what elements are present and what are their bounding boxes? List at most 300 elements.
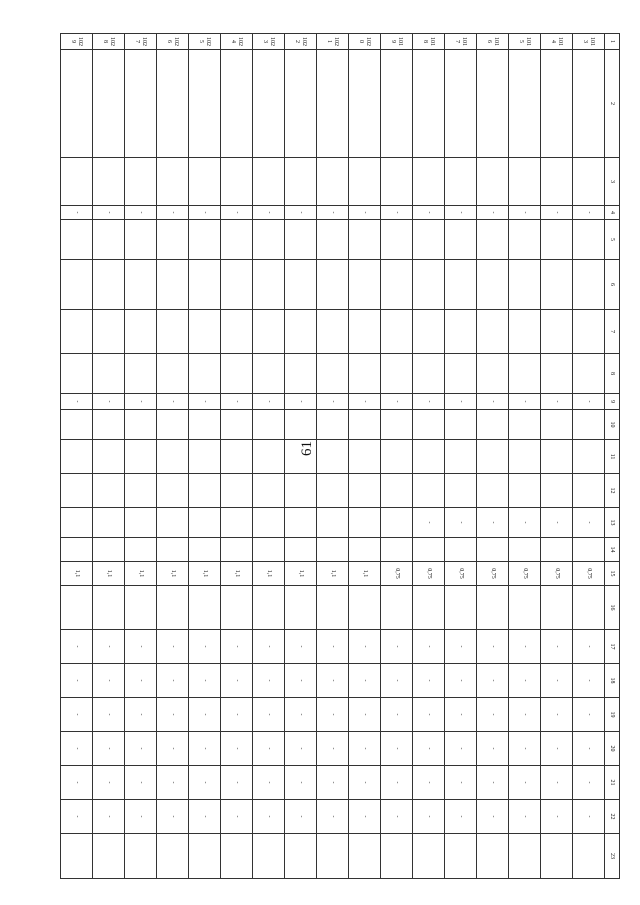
cell-col-21: - (413, 766, 445, 800)
cell-col-3 (413, 158, 445, 206)
table-row (317, 34, 349, 879)
table-row (61, 34, 93, 879)
cell-col-11 (445, 440, 477, 474)
cell-col-15: 0,75 (541, 562, 573, 586)
cell-col-5 (541, 220, 573, 260)
cell-col-9: - (509, 394, 541, 410)
cell-col-16 (573, 586, 605, 630)
cell-col-3 (61, 158, 93, 206)
col-header: 1 (605, 34, 620, 50)
cell-col-2 (541, 50, 573, 158)
cell-col-7 (541, 310, 573, 354)
cell-col-18: - (445, 664, 477, 698)
cell-col-6 (349, 260, 381, 310)
cell-col-14 (445, 538, 477, 562)
cell-col-16 (381, 586, 413, 630)
cell-col-13 (317, 508, 349, 538)
cell-col-21: - (573, 766, 605, 800)
cell-col-18: - (509, 664, 541, 698)
cell-col-18: - (381, 664, 413, 698)
col-header: 7 (605, 310, 620, 354)
cell-col-22: - (541, 800, 573, 834)
col-header: 14 (605, 538, 620, 562)
table-row (381, 34, 413, 879)
cell-col-11 (509, 440, 541, 474)
cell-col-23 (221, 834, 253, 879)
cell-col-16 (61, 586, 93, 630)
cell-col-1: 1025 (189, 34, 221, 50)
cell-col-22: - (125, 800, 157, 834)
cell-col-1: 1013 (573, 34, 605, 50)
cell-col-17: - (189, 630, 221, 664)
cell-col-15: 1,1 (317, 562, 349, 586)
cell-col-1: 1024 (221, 34, 253, 50)
col-header: 8 (605, 354, 620, 394)
cell-col-3 (285, 158, 317, 206)
cell-col-22: - (573, 800, 605, 834)
table-row (221, 34, 253, 879)
cell-col-14 (125, 538, 157, 562)
cell-col-8 (189, 354, 221, 394)
cell-col-11 (573, 440, 605, 474)
cell-col-20: - (477, 732, 509, 766)
cell-col-8 (285, 354, 317, 394)
cell-col-16 (189, 586, 221, 630)
cell-col-2 (381, 50, 413, 158)
cell-col-5 (61, 220, 93, 260)
cell-col-20: - (221, 732, 253, 766)
cell-col-23 (573, 834, 605, 879)
cell-col-18: - (61, 664, 93, 698)
cell-col-17: - (573, 630, 605, 664)
cell-col-8 (573, 354, 605, 394)
table-row (253, 34, 285, 879)
col-header: 20 (605, 732, 620, 766)
cell-col-8 (253, 354, 285, 394)
table-row (285, 34, 317, 879)
cell-col-13 (93, 508, 125, 538)
cell-col-9: - (317, 394, 349, 410)
col-header: 12 (605, 474, 620, 508)
cell-col-12 (445, 474, 477, 508)
cell-col-23 (93, 834, 125, 879)
cell-col-10 (285, 410, 317, 440)
cell-col-12 (349, 474, 381, 508)
cell-col-6 (157, 260, 189, 310)
cell-col-22: - (509, 800, 541, 834)
cell-col-13 (253, 508, 285, 538)
cell-col-23 (509, 834, 541, 879)
cell-col-16 (317, 586, 349, 630)
cell-col-9: - (573, 394, 605, 410)
cell-col-21: - (221, 766, 253, 800)
cell-col-12 (541, 474, 573, 508)
cell-col-9: - (541, 394, 573, 410)
cell-col-1: 1026 (157, 34, 189, 50)
cell-col-16 (541, 586, 573, 630)
register-table (60, 33, 620, 879)
cell-col-20: - (541, 732, 573, 766)
cell-col-17: - (157, 630, 189, 664)
cell-col-23 (445, 834, 477, 879)
cell-col-2 (477, 50, 509, 158)
cell-col-6 (61, 260, 93, 310)
cell-col-7 (381, 310, 413, 354)
cell-col-16 (125, 586, 157, 630)
cell-col-23 (477, 834, 509, 879)
cell-col-20: - (157, 732, 189, 766)
cell-col-13 (221, 508, 253, 538)
cell-col-4: - (477, 206, 509, 220)
cell-col-19: - (509, 698, 541, 732)
cell-col-22: - (445, 800, 477, 834)
cell-col-22: - (93, 800, 125, 834)
cell-col-17: - (381, 630, 413, 664)
cell-col-1: 1021 (317, 34, 349, 50)
cell-col-13 (125, 508, 157, 538)
cell-col-5 (253, 220, 285, 260)
cell-col-17: - (93, 630, 125, 664)
cell-col-22: - (381, 800, 413, 834)
cell-col-15: 1,1 (189, 562, 221, 586)
cell-col-14 (381, 538, 413, 562)
cell-col-12 (413, 474, 445, 508)
cell-col-11 (93, 440, 125, 474)
cell-col-15: 0,75 (509, 562, 541, 586)
cell-col-5 (509, 220, 541, 260)
cell-col-21: - (317, 766, 349, 800)
cell-col-4: - (93, 206, 125, 220)
cell-col-15: 0,75 (381, 562, 413, 586)
page-number: 61 (299, 441, 315, 456)
cell-col-2 (189, 50, 221, 158)
cell-col-11 (381, 440, 413, 474)
cell-col-3 (541, 158, 573, 206)
cell-col-8 (413, 354, 445, 394)
cell-col-13: - (413, 508, 445, 538)
cell-col-9: - (253, 394, 285, 410)
cell-col-14 (413, 538, 445, 562)
cell-col-3 (381, 158, 413, 206)
cell-col-6 (285, 260, 317, 310)
cell-col-15: 0,75 (445, 562, 477, 586)
cell-col-17: - (317, 630, 349, 664)
cell-col-9: - (381, 394, 413, 410)
cell-col-19: - (61, 698, 93, 732)
cell-col-21: - (157, 766, 189, 800)
cell-col-20: - (285, 732, 317, 766)
table-row (189, 34, 221, 879)
cell-col-16 (445, 586, 477, 630)
cell-col-18: - (285, 664, 317, 698)
cell-col-18: - (477, 664, 509, 698)
cell-col-21: - (445, 766, 477, 800)
cell-col-2 (413, 50, 445, 158)
cell-col-15: 1,1 (157, 562, 189, 586)
cell-col-6 (93, 260, 125, 310)
cell-col-3 (253, 158, 285, 206)
cell-col-8 (541, 354, 573, 394)
col-header: 23 (605, 834, 620, 879)
cell-col-19: - (93, 698, 125, 732)
cell-col-22: - (413, 800, 445, 834)
cell-col-18: - (573, 664, 605, 698)
cell-col-13 (189, 508, 221, 538)
cell-col-10 (189, 410, 221, 440)
col-header: 2 (605, 50, 620, 158)
cell-col-4: - (573, 206, 605, 220)
cell-col-13: - (573, 508, 605, 538)
cell-col-2 (93, 50, 125, 158)
cell-col-10 (509, 410, 541, 440)
cell-col-16 (349, 586, 381, 630)
cell-col-12 (189, 474, 221, 508)
cell-col-11 (541, 440, 573, 474)
cell-col-4: - (189, 206, 221, 220)
cell-col-15: 1,1 (253, 562, 285, 586)
cell-col-9: - (445, 394, 477, 410)
table-row (157, 34, 189, 879)
cell-col-20: - (317, 732, 349, 766)
cell-col-20: - (445, 732, 477, 766)
cell-col-20: - (125, 732, 157, 766)
cell-col-11 (221, 440, 253, 474)
col-header: 16 (605, 586, 620, 630)
cell-col-9: - (285, 394, 317, 410)
cell-col-14 (157, 538, 189, 562)
cell-col-7 (509, 310, 541, 354)
cell-col-2 (157, 50, 189, 158)
cell-col-12 (125, 474, 157, 508)
cell-col-12 (221, 474, 253, 508)
cell-col-18: - (541, 664, 573, 698)
cell-col-6 (509, 260, 541, 310)
cell-col-18: - (413, 664, 445, 698)
cell-col-12 (573, 474, 605, 508)
cell-col-10 (477, 410, 509, 440)
cell-col-20: - (413, 732, 445, 766)
cell-col-16 (285, 586, 317, 630)
cell-col-23 (541, 834, 573, 879)
cell-col-14 (349, 538, 381, 562)
cell-col-3 (317, 158, 349, 206)
cell-col-19: - (413, 698, 445, 732)
cell-col-3 (189, 158, 221, 206)
cell-col-4: - (445, 206, 477, 220)
cell-col-8 (125, 354, 157, 394)
cell-col-11 (477, 440, 509, 474)
cell-col-7 (349, 310, 381, 354)
cell-col-22: - (221, 800, 253, 834)
cell-col-23 (349, 834, 381, 879)
cell-col-3 (93, 158, 125, 206)
cell-col-7 (445, 310, 477, 354)
col-header: 6 (605, 260, 620, 310)
cell-col-16 (509, 586, 541, 630)
cell-col-17: - (445, 630, 477, 664)
cell-col-19: - (381, 698, 413, 732)
cell-col-5 (477, 220, 509, 260)
cell-col-7 (157, 310, 189, 354)
cell-col-12 (509, 474, 541, 508)
cell-col-14 (253, 538, 285, 562)
cell-col-6 (125, 260, 157, 310)
cell-col-6 (189, 260, 221, 310)
cell-col-19: - (317, 698, 349, 732)
cell-col-16 (93, 586, 125, 630)
col-header: 21 (605, 766, 620, 800)
cell-col-1: 1017 (445, 34, 477, 50)
cell-col-8 (349, 354, 381, 394)
cell-col-18: - (93, 664, 125, 698)
cell-col-16 (221, 586, 253, 630)
col-header: 10 (605, 410, 620, 440)
cell-col-5 (93, 220, 125, 260)
cell-col-8 (509, 354, 541, 394)
cell-col-11 (253, 440, 285, 474)
col-header: 22 (605, 800, 620, 834)
cell-col-8 (93, 354, 125, 394)
cell-col-17: - (253, 630, 285, 664)
cell-col-15: 0,75 (477, 562, 509, 586)
cell-col-21: - (61, 766, 93, 800)
cell-col-5 (445, 220, 477, 260)
cell-col-23 (253, 834, 285, 879)
cell-col-21: - (477, 766, 509, 800)
cell-col-23 (285, 834, 317, 879)
cell-col-3 (445, 158, 477, 206)
cell-col-4: - (541, 206, 573, 220)
cell-col-18: - (189, 664, 221, 698)
cell-col-14 (573, 538, 605, 562)
cell-col-22: - (285, 800, 317, 834)
cell-col-12 (317, 474, 349, 508)
cell-col-9: - (189, 394, 221, 410)
cell-col-13: - (445, 508, 477, 538)
cell-col-5 (157, 220, 189, 260)
cell-col-8 (477, 354, 509, 394)
cell-col-20: - (61, 732, 93, 766)
cell-col-10 (61, 410, 93, 440)
cell-col-5 (189, 220, 221, 260)
cell-col-21: - (349, 766, 381, 800)
cell-col-23 (189, 834, 221, 879)
cell-col-13 (381, 508, 413, 538)
cell-col-22: - (349, 800, 381, 834)
cell-col-9: - (93, 394, 125, 410)
table-row (477, 34, 509, 879)
cell-col-8 (157, 354, 189, 394)
cell-col-21: - (381, 766, 413, 800)
cell-col-2 (285, 50, 317, 158)
cell-col-23 (125, 834, 157, 879)
cell-col-12 (477, 474, 509, 508)
cell-col-12 (93, 474, 125, 508)
cell-col-8 (381, 354, 413, 394)
cell-col-2 (445, 50, 477, 158)
cell-col-7 (61, 310, 93, 354)
cell-col-2 (317, 50, 349, 158)
cell-col-6 (445, 260, 477, 310)
cell-col-15: 1,1 (125, 562, 157, 586)
cell-col-12 (285, 474, 317, 508)
cell-col-1: 1020 (349, 34, 381, 50)
cell-col-11 (413, 440, 445, 474)
cell-col-20: - (189, 732, 221, 766)
cell-col-7 (221, 310, 253, 354)
cell-col-6 (253, 260, 285, 310)
cell-col-2 (509, 50, 541, 158)
cell-col-8 (445, 354, 477, 394)
cell-col-14 (189, 538, 221, 562)
cell-col-19: - (573, 698, 605, 732)
cell-col-1: 1027 (125, 34, 157, 50)
cell-col-19: - (221, 698, 253, 732)
table-row (445, 34, 477, 879)
cell-col-20: - (381, 732, 413, 766)
cell-col-19: - (541, 698, 573, 732)
cell-col-11 (189, 440, 221, 474)
cell-col-13: - (509, 508, 541, 538)
cell-col-11 (61, 440, 93, 474)
cell-col-5 (413, 220, 445, 260)
cell-col-14 (477, 538, 509, 562)
cell-col-6 (381, 260, 413, 310)
cell-col-4: - (125, 206, 157, 220)
cell-col-14 (221, 538, 253, 562)
cell-col-22: - (253, 800, 285, 834)
cell-col-6 (573, 260, 605, 310)
cell-col-1: 1016 (477, 34, 509, 50)
cell-col-9: - (61, 394, 93, 410)
cell-col-10 (349, 410, 381, 440)
cell-col-2 (253, 50, 285, 158)
cell-col-21: - (93, 766, 125, 800)
col-header: 11 (605, 440, 620, 474)
cell-col-3 (573, 158, 605, 206)
cell-col-13 (157, 508, 189, 538)
col-header: 5 (605, 220, 620, 260)
cell-col-17: - (541, 630, 573, 664)
cell-col-20: - (509, 732, 541, 766)
cell-col-5 (573, 220, 605, 260)
col-header: 15 (605, 562, 620, 586)
table-row (93, 34, 125, 879)
col-header: 13 (605, 508, 620, 538)
cell-col-4: - (509, 206, 541, 220)
cell-col-18: - (349, 664, 381, 698)
cell-col-23 (157, 834, 189, 879)
cell-col-4: - (349, 206, 381, 220)
cell-col-15: 1,1 (349, 562, 381, 586)
col-header: 9 (605, 394, 620, 410)
cell-col-11 (349, 440, 381, 474)
cell-col-23 (61, 834, 93, 879)
cell-col-18: - (125, 664, 157, 698)
cell-col-19: - (253, 698, 285, 732)
cell-col-13 (285, 508, 317, 538)
cell-col-14 (509, 538, 541, 562)
cell-col-5 (317, 220, 349, 260)
cell-col-9: - (125, 394, 157, 410)
cell-col-5 (349, 220, 381, 260)
cell-col-5 (221, 220, 253, 260)
cell-col-17: - (413, 630, 445, 664)
cell-col-1: 1018 (413, 34, 445, 50)
cell-col-2 (221, 50, 253, 158)
cell-col-22: - (61, 800, 93, 834)
cell-col-3 (477, 158, 509, 206)
